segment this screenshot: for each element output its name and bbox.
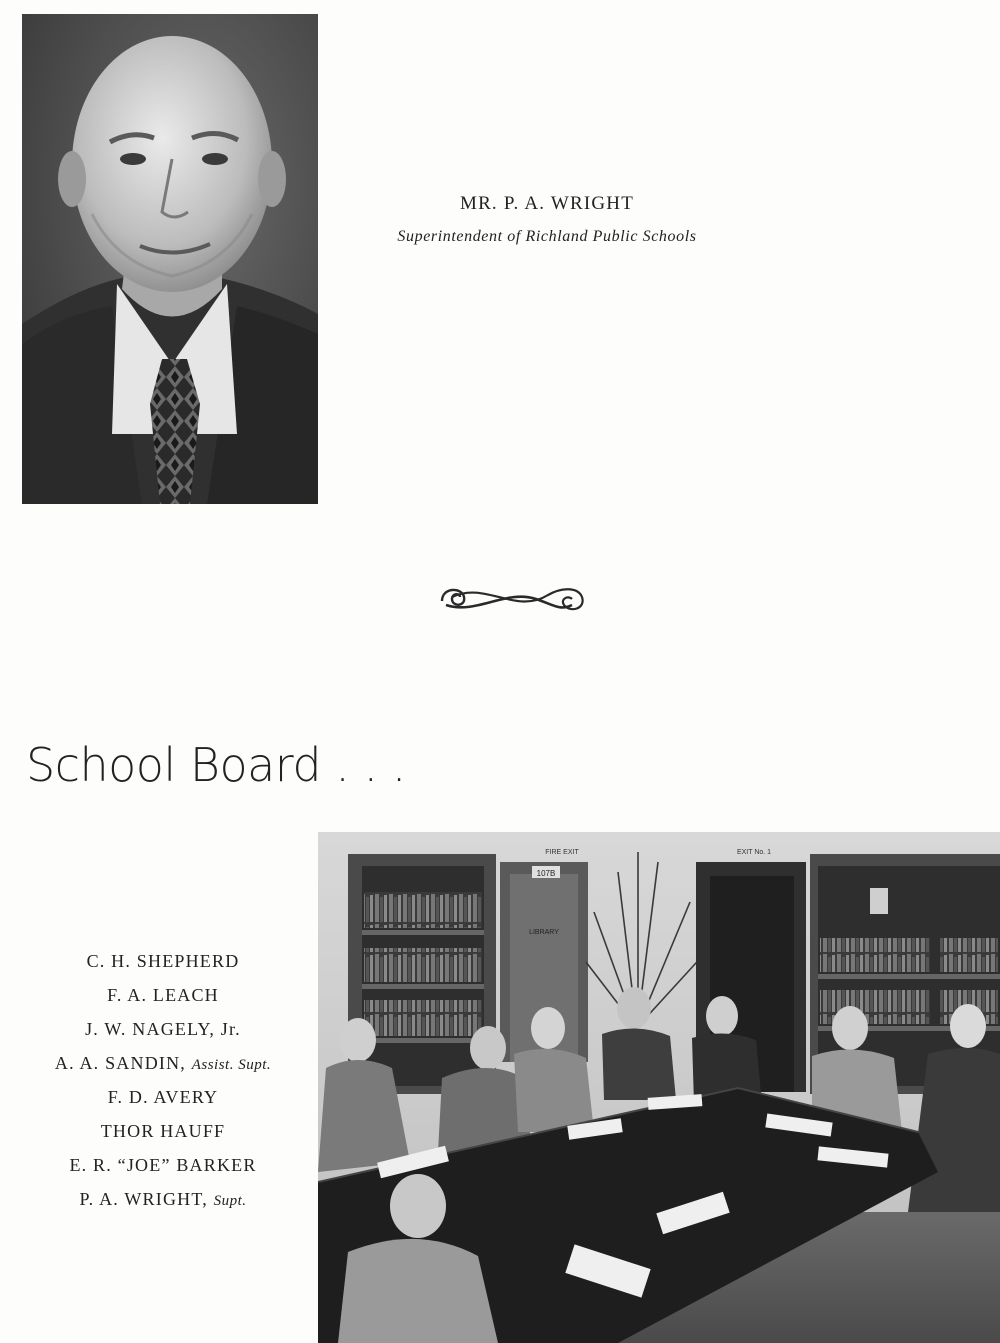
superintendent-title: Superintendent of Richland Public Schools — [397, 228, 697, 245]
board-member: F. D. AVERY — [107, 1087, 219, 1107]
superintendent-portrait — [22, 14, 318, 504]
member-role: Supt. — [213, 1193, 247, 1209]
board-meeting-photo — [318, 832, 1000, 1343]
board-member: F. A. LEACH — [107, 985, 219, 1005]
board-member: C. H. SHEPHERD — [86, 951, 240, 971]
fire-exit-sign: FIRE EXIT — [545, 849, 579, 856]
board-member: A. A. SANDIN, Assist. Supt. — [54, 1053, 272, 1073]
exit-sign: EXIT No. 1 — [736, 849, 772, 856]
section-heading: School Board . . . — [26, 738, 406, 792]
door-number-sign: 107B — [536, 869, 556, 878]
member-role: Assist. Supt. — [191, 1057, 272, 1073]
library-door-sign: LIBRARY — [529, 929, 559, 936]
ornament-flourish — [436, 575, 588, 621]
superintendent-name: MR. P. A. WRIGHT — [459, 193, 635, 214]
board-member: E. R. “JOE” BARKER — [69, 1155, 257, 1175]
board-member: THOR HAUFF — [100, 1121, 226, 1141]
board-member: P. A. WRIGHT, Supt. — [79, 1189, 247, 1209]
board-member-list — [22, 946, 304, 1218]
board-member: J. W. NAGELY, Jr. — [85, 1019, 241, 1039]
